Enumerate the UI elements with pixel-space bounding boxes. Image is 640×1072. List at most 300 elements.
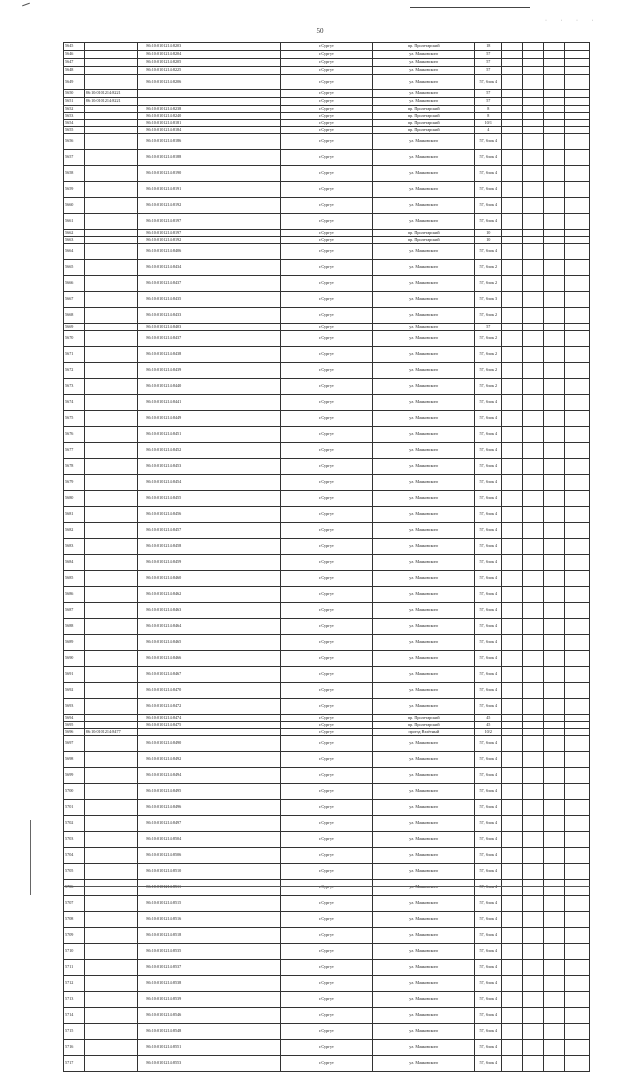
empty-cell bbox=[502, 729, 523, 736]
empty-cell bbox=[543, 182, 564, 198]
empty-cell bbox=[523, 331, 544, 347]
previous-cadastral-number: 86:10:0101214:8221 bbox=[84, 90, 138, 98]
empty-cell bbox=[523, 182, 544, 198]
street-cell: пр. Пролетарский bbox=[373, 113, 475, 120]
empty-cell bbox=[543, 928, 564, 944]
empty-cell bbox=[502, 896, 523, 912]
previous-cadastral-number bbox=[84, 59, 138, 67]
city-cell: г.Сургут bbox=[280, 523, 373, 539]
street-cell: ул. Маяковского bbox=[373, 587, 475, 603]
city-cell: г.Сургут bbox=[280, 635, 373, 651]
empty-cell bbox=[502, 427, 523, 443]
cadastral-number: 86:10:0101214:8516 bbox=[138, 912, 280, 928]
record-number: 5710 bbox=[64, 944, 85, 960]
empty-cell bbox=[543, 619, 564, 635]
empty-cell bbox=[543, 800, 564, 816]
empty-cell bbox=[564, 75, 589, 90]
street-cell: ул. Маяковского bbox=[373, 134, 475, 150]
record-number: 5673 bbox=[64, 379, 85, 395]
empty-cell bbox=[543, 150, 564, 166]
empty-cell bbox=[502, 880, 523, 896]
empty-cell bbox=[543, 912, 564, 928]
record-number: 5656 bbox=[64, 134, 85, 150]
record-number: 5707 bbox=[64, 896, 85, 912]
city-cell: г.Сургут bbox=[280, 106, 373, 113]
empty-cell bbox=[502, 555, 523, 571]
record-number: 5703 bbox=[64, 832, 85, 848]
record-number: 5694 bbox=[64, 715, 85, 722]
cadastral-number: 86:10:0101214:8192 bbox=[138, 198, 280, 214]
empty-cell bbox=[523, 198, 544, 214]
empty-cell bbox=[564, 539, 589, 555]
house-number: 45 bbox=[475, 715, 502, 722]
cadastral-number: 86:10:0101214:8240 bbox=[138, 113, 280, 120]
record-number: 5648 bbox=[64, 67, 85, 75]
table-row bbox=[64, 784, 590, 800]
empty-cell bbox=[564, 992, 589, 1008]
empty-cell bbox=[502, 292, 523, 308]
table-row bbox=[64, 587, 590, 603]
empty-cell bbox=[523, 134, 544, 150]
house-number: 57, блок 4 bbox=[475, 699, 502, 715]
empty-cell bbox=[523, 127, 544, 134]
cadastral-number: 86:10:0101214:8238 bbox=[138, 106, 280, 113]
record-number: 5651 bbox=[64, 98, 85, 106]
house-number: 57, блок 4 bbox=[475, 651, 502, 667]
previous-cadastral-number bbox=[84, 715, 138, 722]
empty-cell bbox=[543, 992, 564, 1008]
cadastral-number: 86:10:0101214:8535 bbox=[138, 944, 280, 960]
empty-cell bbox=[564, 603, 589, 619]
empty-cell bbox=[543, 722, 564, 729]
house-number: 57 bbox=[475, 67, 502, 75]
city-cell: г.Сургут bbox=[280, 379, 373, 395]
house-number: 57, блок 2 bbox=[475, 379, 502, 395]
city-cell: г.Сургут bbox=[280, 944, 373, 960]
record-number: 5709 bbox=[64, 928, 85, 944]
empty-cell bbox=[564, 912, 589, 928]
city-cell: г.Сургут bbox=[280, 59, 373, 67]
city-cell: г.Сургут bbox=[280, 98, 373, 106]
empty-cell bbox=[564, 944, 589, 960]
empty-cell bbox=[523, 475, 544, 491]
record-number: 5676 bbox=[64, 427, 85, 443]
previous-cadastral-number bbox=[84, 571, 138, 587]
record-number: 5700 bbox=[64, 784, 85, 800]
previous-cadastral-number bbox=[84, 363, 138, 379]
empty-cell bbox=[543, 603, 564, 619]
empty-cell bbox=[543, 571, 564, 587]
empty-cell bbox=[523, 379, 544, 395]
empty-cell bbox=[543, 347, 564, 363]
street-cell: ул. Маяковского bbox=[373, 1024, 475, 1040]
street-cell: ул. Маяковского bbox=[373, 683, 475, 699]
previous-cadastral-number bbox=[84, 411, 138, 427]
previous-cadastral-number bbox=[84, 51, 138, 59]
empty-cell bbox=[564, 98, 589, 106]
house-number: 57, блок 2 bbox=[475, 331, 502, 347]
table-row bbox=[64, 1040, 590, 1056]
empty-cell bbox=[502, 75, 523, 90]
cadastral-number: 86:10:0101214:8490 bbox=[138, 736, 280, 752]
empty-cell bbox=[564, 555, 589, 571]
cadastral-number: 86:10:0101214:8551 bbox=[138, 1040, 280, 1056]
record-number: 5664 bbox=[64, 244, 85, 260]
table-row bbox=[64, 523, 590, 539]
empty-cell bbox=[564, 864, 589, 880]
house-number: 57, блок 4 bbox=[475, 944, 502, 960]
house-number: 57, блок 4 bbox=[475, 635, 502, 651]
empty-cell bbox=[543, 880, 564, 896]
empty-cell bbox=[564, 90, 589, 98]
empty-cell bbox=[523, 427, 544, 443]
cadastral-number: 86:10:0101214:8441 bbox=[138, 395, 280, 411]
table-row bbox=[64, 427, 590, 443]
cadastral-number: 86:10:0101214:8197 bbox=[138, 214, 280, 230]
empty-cell bbox=[564, 134, 589, 150]
empty-cell bbox=[543, 848, 564, 864]
record-number: 5716 bbox=[64, 1040, 85, 1056]
empty-cell bbox=[523, 736, 544, 752]
empty-cell bbox=[543, 832, 564, 848]
house-number: 45 bbox=[475, 722, 502, 729]
street-cell: ул. Маяковского bbox=[373, 59, 475, 67]
empty-cell bbox=[523, 230, 544, 237]
cadastral-number: 86:10:0101214:8497 bbox=[138, 816, 280, 832]
cadastral-number: 86:10:0101214:8225 bbox=[138, 67, 280, 75]
table-row bbox=[64, 150, 590, 166]
street-cell: ул. Маяковского bbox=[373, 51, 475, 59]
cadastral-number: 86:10:0101214:8197 bbox=[138, 230, 280, 237]
empty-cell bbox=[564, 427, 589, 443]
cadastral-number: 86:10:0101214:8440 bbox=[138, 379, 280, 395]
empty-cell bbox=[543, 587, 564, 603]
house-number: 57, блок 4 bbox=[475, 395, 502, 411]
empty-cell bbox=[564, 51, 589, 59]
empty-cell bbox=[502, 507, 523, 523]
house-number: 57, блок 4 bbox=[475, 619, 502, 635]
table-row bbox=[64, 848, 590, 864]
house-number: 57, блок 2 bbox=[475, 276, 502, 292]
city-cell: г.Сургут bbox=[280, 347, 373, 363]
previous-cadastral-number bbox=[84, 1056, 138, 1072]
empty-cell bbox=[523, 308, 544, 324]
city-cell: г.Сургут bbox=[280, 308, 373, 324]
empty-cell bbox=[502, 491, 523, 507]
record-number: 5665 bbox=[64, 260, 85, 276]
empty-cell bbox=[564, 880, 589, 896]
scan-dots: · · · · bbox=[545, 18, 600, 24]
table-row bbox=[64, 800, 590, 816]
empty-cell bbox=[502, 736, 523, 752]
table-row bbox=[64, 880, 590, 896]
empty-cell bbox=[564, 276, 589, 292]
city-cell: г.Сургут bbox=[280, 896, 373, 912]
city-cell: г.Сургут bbox=[280, 864, 373, 880]
previous-cadastral-number bbox=[84, 260, 138, 276]
empty-cell bbox=[523, 98, 544, 106]
street-cell: пр. Пролетарский bbox=[373, 715, 475, 722]
table-row bbox=[64, 539, 590, 555]
cadastral-number: 86:10:0101214:8518 bbox=[138, 928, 280, 944]
house-number: 57, блок 4 bbox=[475, 198, 502, 214]
cadastral-number bbox=[138, 729, 280, 736]
empty-cell bbox=[564, 523, 589, 539]
empty-cell bbox=[543, 395, 564, 411]
record-number: 5677 bbox=[64, 443, 85, 459]
empty-cell bbox=[502, 523, 523, 539]
empty-cell bbox=[523, 523, 544, 539]
previous-cadastral-number bbox=[84, 75, 138, 90]
city-cell: г.Сургут bbox=[280, 411, 373, 427]
empty-cell bbox=[564, 475, 589, 491]
city-cell: г.Сургут bbox=[280, 1040, 373, 1056]
empty-cell bbox=[564, 260, 589, 276]
empty-cell bbox=[502, 51, 523, 59]
empty-cell bbox=[523, 51, 544, 59]
city-cell: г.Сургут bbox=[280, 395, 373, 411]
empty-cell bbox=[543, 1056, 564, 1072]
city-cell: г.Сургут bbox=[280, 214, 373, 230]
empty-cell bbox=[564, 683, 589, 699]
empty-cell bbox=[564, 722, 589, 729]
previous-cadastral-number bbox=[84, 992, 138, 1008]
table-row bbox=[64, 411, 590, 427]
street-cell: пр. Пролетарский bbox=[373, 230, 475, 237]
empty-cell bbox=[523, 1024, 544, 1040]
city-cell: г.Сургут bbox=[280, 331, 373, 347]
table-row bbox=[64, 90, 590, 98]
record-number: 5653 bbox=[64, 113, 85, 120]
record-number: 5674 bbox=[64, 395, 85, 411]
previous-cadastral-number bbox=[84, 182, 138, 198]
street-cell: ул. Маяковского bbox=[373, 75, 475, 90]
street-cell: ул. Маяковского bbox=[373, 292, 475, 308]
record-number: 5671 bbox=[64, 347, 85, 363]
previous-cadastral-number bbox=[84, 244, 138, 260]
record-number: 5684 bbox=[64, 555, 85, 571]
table-row bbox=[64, 944, 590, 960]
city-cell: г.Сургут bbox=[280, 722, 373, 729]
empty-cell bbox=[564, 928, 589, 944]
cadastral-number: 86:10:0101214:8467 bbox=[138, 667, 280, 683]
city-cell: г.Сургут bbox=[280, 427, 373, 443]
cadastral-number: 86:10:0101214:8454 bbox=[138, 475, 280, 491]
record-number: 5678 bbox=[64, 459, 85, 475]
house-number: 57, блок 4 bbox=[475, 459, 502, 475]
previous-cadastral-number: 86:10:0101214:8221 bbox=[84, 98, 138, 106]
cadastral-number: 86:10:0101214:8460 bbox=[138, 571, 280, 587]
street-cell: ул. Маяковского bbox=[373, 475, 475, 491]
empty-cell bbox=[523, 683, 544, 699]
street-cell: ул. Маяковского bbox=[373, 166, 475, 182]
city-cell: г.Сургут bbox=[280, 699, 373, 715]
record-number: 5696 bbox=[64, 729, 85, 736]
record-number: 5646 bbox=[64, 51, 85, 59]
empty-cell bbox=[523, 120, 544, 127]
house-number: 57, блок 4 bbox=[475, 1056, 502, 1072]
header-rule bbox=[410, 7, 530, 8]
record-number: 5682 bbox=[64, 523, 85, 539]
empty-cell bbox=[564, 331, 589, 347]
house-number: 57, блок 4 bbox=[475, 848, 502, 864]
street-cell: ул. Маяковского bbox=[373, 960, 475, 976]
previous-cadastral-number bbox=[84, 960, 138, 976]
house-number: 57, блок 4 bbox=[475, 928, 502, 944]
previous-cadastral-number bbox=[84, 619, 138, 635]
cadastral-number: 86:10:0101214:8403 bbox=[138, 324, 280, 331]
empty-cell bbox=[523, 651, 544, 667]
previous-cadastral-number bbox=[84, 491, 138, 507]
house-number: 57, блок 4 bbox=[475, 667, 502, 683]
empty-cell bbox=[523, 619, 544, 635]
empty-cell bbox=[502, 120, 523, 127]
empty-cell bbox=[543, 1024, 564, 1040]
empty-cell bbox=[502, 331, 523, 347]
empty-cell bbox=[564, 379, 589, 395]
table-row bbox=[64, 244, 590, 260]
empty-cell bbox=[564, 1056, 589, 1072]
table-row bbox=[64, 555, 590, 571]
empty-cell bbox=[543, 166, 564, 182]
empty-cell bbox=[543, 768, 564, 784]
empty-cell bbox=[564, 976, 589, 992]
cadastral-number: 86:10:0101214:8406 bbox=[138, 244, 280, 260]
street-cell: ул. Маяковского bbox=[373, 1056, 475, 1072]
empty-cell bbox=[564, 715, 589, 722]
empty-cell bbox=[502, 237, 523, 244]
cadastral-number: 86:10:0101214:8203 bbox=[138, 43, 280, 51]
empty-cell bbox=[564, 1024, 589, 1040]
house-number: 57, блок 4 bbox=[475, 507, 502, 523]
house-number: 57, блок 4 bbox=[475, 1008, 502, 1024]
empty-cell bbox=[543, 113, 564, 120]
house-number: 57, блок 4 bbox=[475, 427, 502, 443]
empty-cell bbox=[523, 166, 544, 182]
cadastral-number: 86:10:0101214:8452 bbox=[138, 443, 280, 459]
street-cell: ул. Маяковского bbox=[373, 260, 475, 276]
street-cell: ул. Маяковского bbox=[373, 67, 475, 75]
table-row bbox=[64, 651, 590, 667]
empty-cell bbox=[523, 43, 544, 51]
cadastral-number: 86:10:0101214:8451 bbox=[138, 427, 280, 443]
house-number: 10/1 bbox=[475, 120, 502, 127]
street-cell: ул. Маяковского bbox=[373, 992, 475, 1008]
previous-cadastral-number bbox=[84, 896, 138, 912]
previous-cadastral-number bbox=[84, 1024, 138, 1040]
empty-cell bbox=[543, 539, 564, 555]
empty-cell bbox=[502, 43, 523, 51]
cadastral-number: 86:10:0101214:8504 bbox=[138, 832, 280, 848]
city-cell: г.Сургут bbox=[280, 363, 373, 379]
house-number: 57, блок 4 bbox=[475, 800, 502, 816]
house-number: 10 bbox=[475, 237, 502, 244]
cadastral-number: 86:10:0101214:8439 bbox=[138, 363, 280, 379]
street-cell: ул. Маяковского bbox=[373, 427, 475, 443]
house-number: 57, блок 4 bbox=[475, 816, 502, 832]
record-number: 5655 bbox=[64, 127, 85, 134]
table-row bbox=[64, 59, 590, 67]
previous-cadastral-number: 86:10:0101214:8477 bbox=[84, 729, 138, 736]
house-number: 57, блок 4 bbox=[475, 587, 502, 603]
record-number: 5702 bbox=[64, 816, 85, 832]
record-number: 5714 bbox=[64, 1008, 85, 1024]
city-cell: г.Сургут bbox=[280, 768, 373, 784]
empty-cell bbox=[523, 1040, 544, 1056]
empty-cell bbox=[502, 864, 523, 880]
table-row bbox=[64, 896, 590, 912]
cadastral-number: 86:10:0101214:8190 bbox=[138, 166, 280, 182]
city-cell: г.Сургут bbox=[280, 43, 373, 51]
house-number: 18 bbox=[475, 43, 502, 51]
empty-cell bbox=[564, 507, 589, 523]
empty-cell bbox=[543, 864, 564, 880]
previous-cadastral-number bbox=[84, 106, 138, 113]
record-number: 5695 bbox=[64, 722, 85, 729]
cadastral-number: 86:10:0101214:8537 bbox=[138, 960, 280, 976]
cadastral-number: 86:10:0101214:8515 bbox=[138, 896, 280, 912]
house-number: 57, блок 4 bbox=[475, 182, 502, 198]
house-number: 4 bbox=[475, 127, 502, 134]
previous-cadastral-number bbox=[84, 67, 138, 75]
street-cell: ул. Маяковского bbox=[373, 523, 475, 539]
city-cell: г.Сургут bbox=[280, 51, 373, 59]
table-row bbox=[64, 928, 590, 944]
house-number: 57, блок 2 bbox=[475, 260, 502, 276]
record-number: 5711 bbox=[64, 960, 85, 976]
empty-cell bbox=[502, 715, 523, 722]
street-cell: ул. Маяковского bbox=[373, 363, 475, 379]
record-number: 5687 bbox=[64, 603, 85, 619]
cadastral-number: 86:10:0101214:8538 bbox=[138, 976, 280, 992]
street-cell: пр. Пролетарский bbox=[373, 120, 475, 127]
house-number: 57, блок 4 bbox=[475, 491, 502, 507]
table-row bbox=[64, 98, 590, 106]
empty-cell bbox=[502, 944, 523, 960]
city-cell: г.Сургут bbox=[280, 491, 373, 507]
previous-cadastral-number bbox=[84, 864, 138, 880]
house-number: 57, блок 4 bbox=[475, 134, 502, 150]
record-number: 5663 bbox=[64, 237, 85, 244]
table-row bbox=[64, 292, 590, 308]
street-cell: ул. Маяковского bbox=[373, 214, 475, 230]
previous-cadastral-number bbox=[84, 800, 138, 816]
city-cell: г.Сургут bbox=[280, 816, 373, 832]
cadastral-number: 86:10:0101214:8437 bbox=[138, 276, 280, 292]
city-cell: г.Сургут bbox=[280, 539, 373, 555]
empty-cell bbox=[502, 912, 523, 928]
empty-cell bbox=[502, 848, 523, 864]
empty-cell bbox=[502, 98, 523, 106]
empty-cell bbox=[502, 411, 523, 427]
previous-cadastral-number bbox=[84, 722, 138, 729]
previous-cadastral-number bbox=[84, 1040, 138, 1056]
empty-cell bbox=[523, 880, 544, 896]
empty-cell bbox=[564, 59, 589, 67]
street-cell: ул. Маяковского bbox=[373, 491, 475, 507]
empty-cell bbox=[502, 150, 523, 166]
house-number: 57, блок 4 bbox=[475, 896, 502, 912]
empty-cell bbox=[502, 90, 523, 98]
street-cell: ул. Маяковского bbox=[373, 864, 475, 880]
empty-cell bbox=[523, 59, 544, 67]
house-number: 57, блок 4 bbox=[475, 603, 502, 619]
house-number: 8 bbox=[475, 113, 502, 120]
cadastral-number: 86:10:0101214:8459 bbox=[138, 555, 280, 571]
record-number: 5689 bbox=[64, 635, 85, 651]
previous-cadastral-number bbox=[84, 331, 138, 347]
empty-cell bbox=[523, 944, 544, 960]
